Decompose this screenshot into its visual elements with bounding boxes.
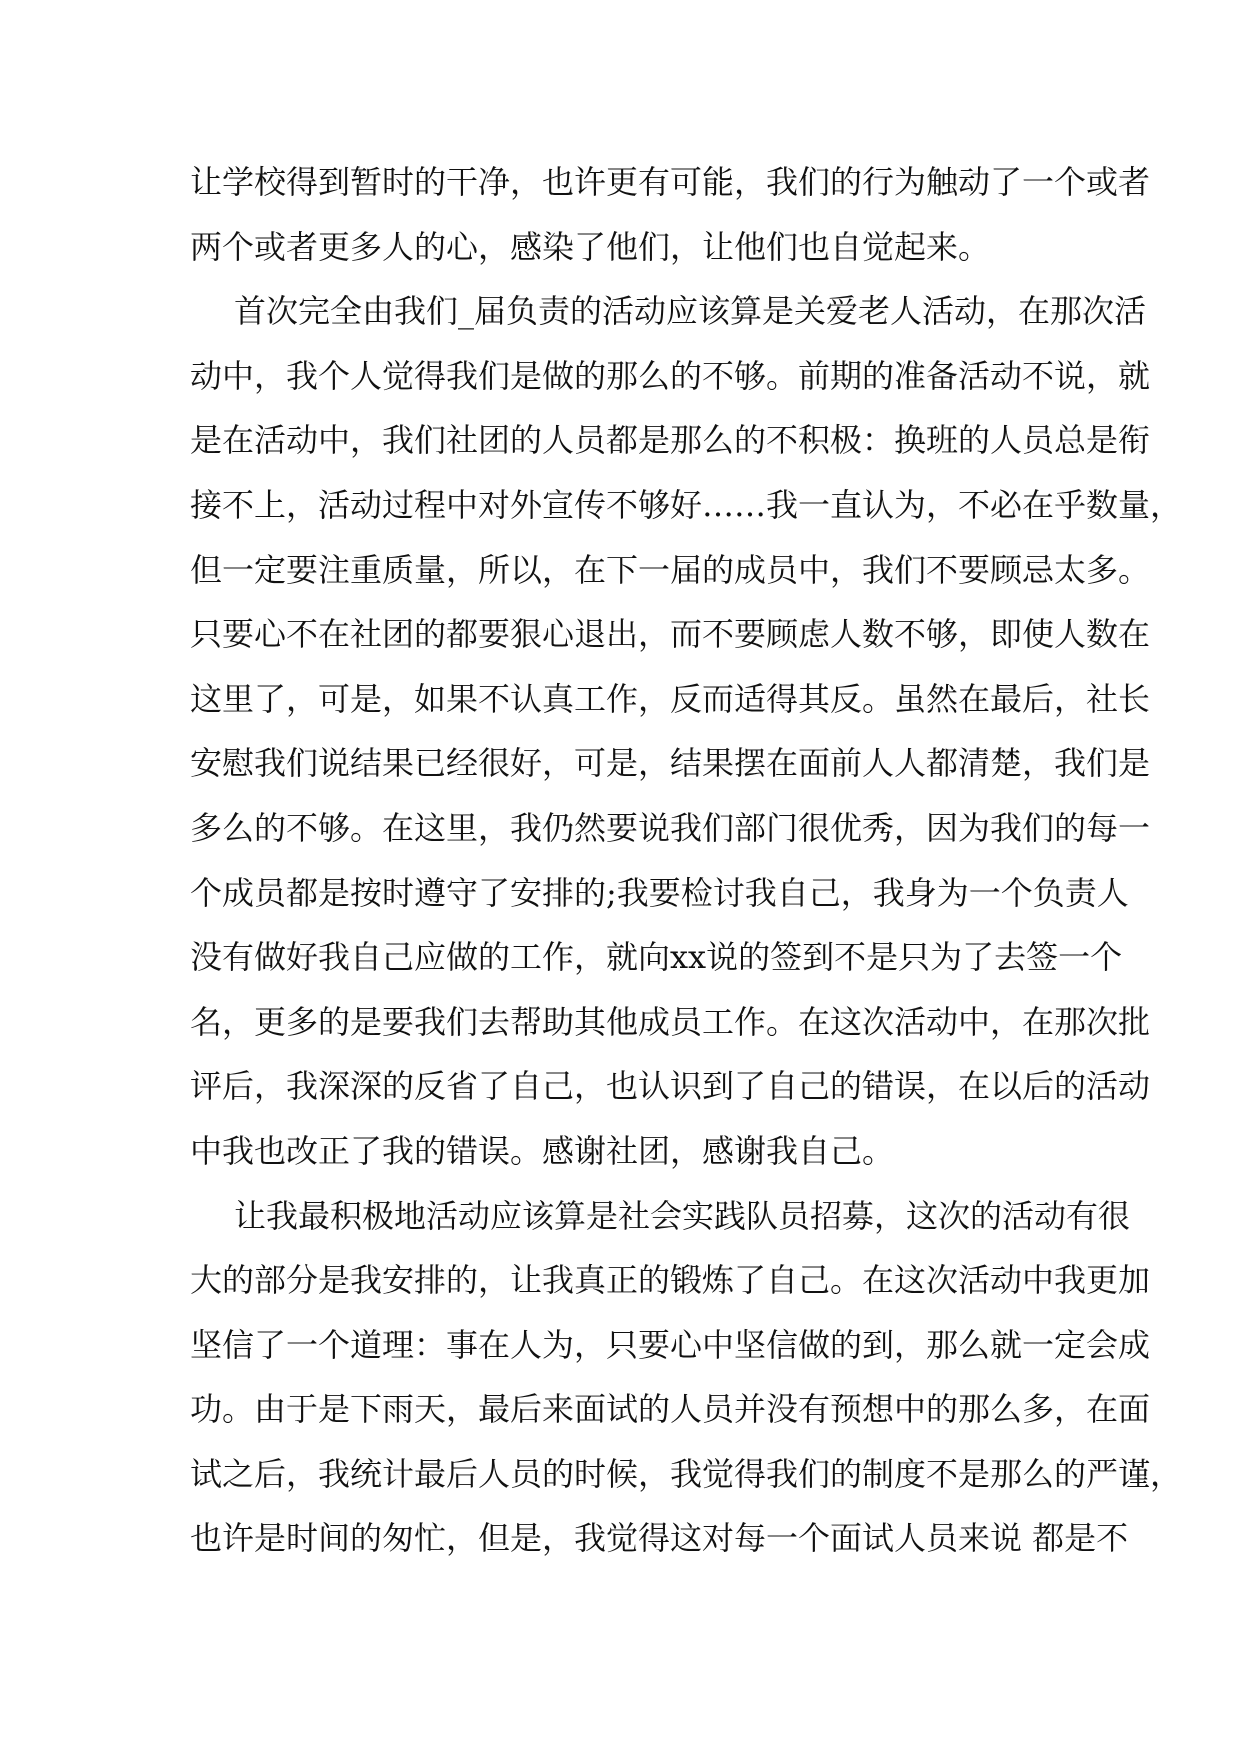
text-line: 评后，我深深的反省了自己，也认识到了自己的错误，在以后的活动 <box>190 1067 1151 1106</box>
text-line: 动中，我个人觉得我们是做的那么的不够。前期的准备活动不说，就 <box>190 356 1151 395</box>
text-line: 试之后，我统计最后人员的时候，我觉得我们的制度不是那么的严谨， <box>190 1454 1183 1493</box>
text-line: 也许是时间的匆忙，但是，我觉得这对每一个面试人员来说 都是不 <box>190 1519 1129 1558</box>
text-line: 接不上，活动过程中对外宣传不够好……我一直认为，不必在乎数量， <box>190 485 1183 524</box>
text-line: 中我也改正了我的错误。感谢社团，感谢我自己。 <box>190 1131 895 1170</box>
paragraph-first-line: 首次完全由我们_届负责的活动应该算是关爱老人活动，在那次活 <box>234 292 1147 331</box>
text-line: 功。由于是下雨天，最后来面试的人员并没有预想中的那么多，在面 <box>190 1390 1151 1429</box>
text-line: 两个或者更多人的心，感染了他们，让他们也自觉起来。 <box>190 227 991 266</box>
text-line: 个成员都是按时遵守了安排的;我要检讨我自己，我身为一个负责人 <box>190 873 1129 912</box>
text-line: 但一定要注重质量，所以，在下一届的成员中，我们不要顾忌太多。 <box>190 550 1151 589</box>
body-text <box>190 150 1183 1571</box>
text-line: 这里了，可是，如果不认真工作，反而适得其反。虽然在最后，社长 <box>190 679 1151 718</box>
text-line: 名，更多的是要我们去帮助其他成员工作。在这次活动中，在那次批 <box>190 1002 1151 1041</box>
text-line: 大的部分是我安排的，让我真正的锻炼了自己。在这次活动中我更加 <box>190 1261 1151 1300</box>
paragraph-first-line: 让我最积极地活动应该算是社会实践队员招募，这次的活动有很 <box>234 1196 1131 1235</box>
text-line: 安慰我们说结果已经很好，可是，结果摆在面前人人都清楚，我们是 <box>190 744 1151 783</box>
text-line: 没有做好我自己应做的工作，就向xx说的签到不是只为了去签一个 <box>190 938 1123 977</box>
text-line: 坚信了一个道理：事在人为，只要心中坚信做的到，那么就一定会成 <box>190 1325 1151 1364</box>
text-line: 是在活动中，我们社团的人员都是那么的不积极：换班的人员总是衔 <box>190 421 1151 460</box>
text-line: 只要心不在社团的都要狠心退出，而不要顾虑人数不够，即使人数在 <box>190 615 1151 654</box>
text-line: 多么的不够。在这里，我仍然要说我们部门很优秀，因为我们的每一 <box>190 808 1151 847</box>
text-line: 让学校得到暂时的干净，也许更有可能，我们的行为触动了一个或者 <box>190 163 1151 201</box>
